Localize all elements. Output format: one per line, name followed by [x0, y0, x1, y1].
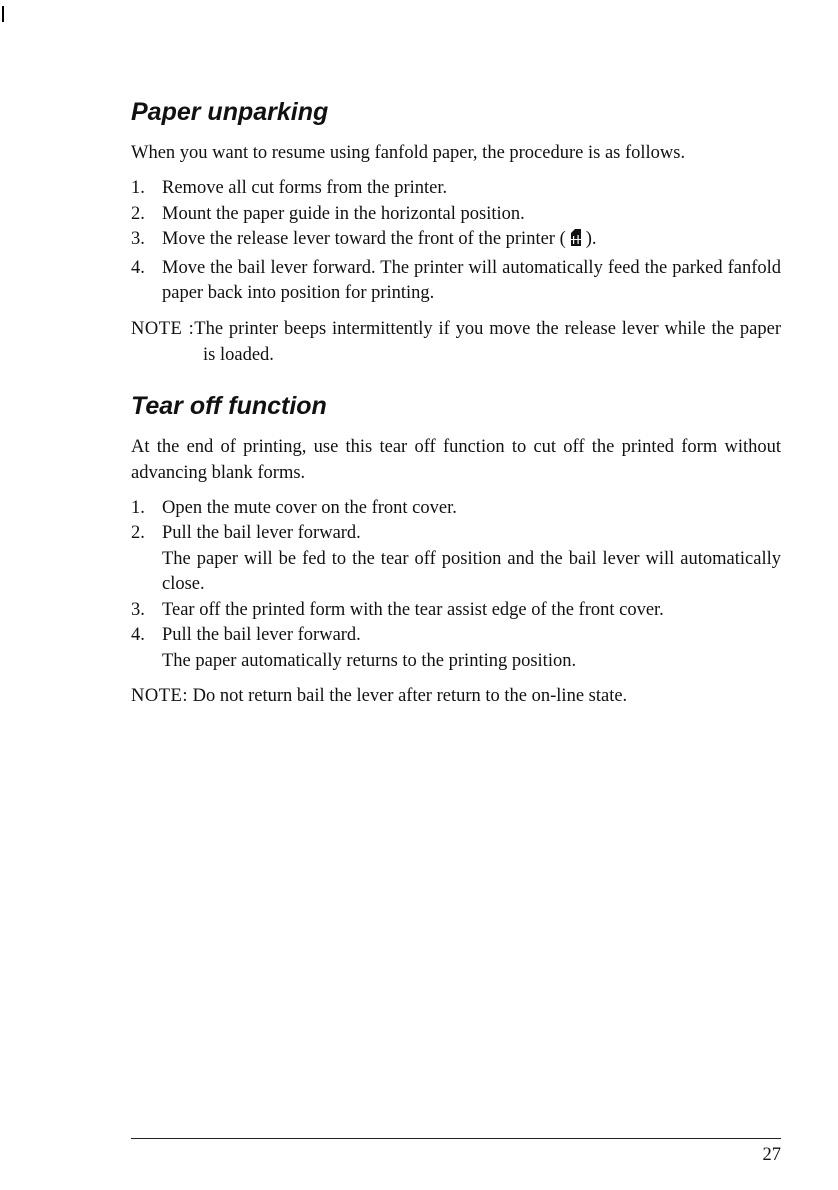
step-text: Move the release lever toward the front of the printer (	[162, 229, 566, 249]
step-text: Pull the bail lever forward.	[162, 625, 361, 645]
note	[131, 316, 781, 368]
step-text: Pull the bail lever forward.	[162, 523, 361, 543]
margin-mark	[2, 6, 4, 22]
section-intro: When you want to resume using fanfold paper, the procedure is as follows.	[131, 143, 686, 163]
section-tear-off-function	[131, 390, 781, 710]
section-paper-unparking	[131, 96, 781, 368]
list-item	[131, 176, 781, 202]
step-text: Mount the paper guide in the horizontal position.	[162, 203, 525, 224]
list-item	[131, 623, 781, 674]
note-label: NOTE:	[131, 686, 188, 706]
footer-rule	[131, 1138, 781, 1139]
note-text: The printer beeps intermittently if you move the release lever while the paper is loaded.	[194, 318, 781, 365]
step-number: 2.	[131, 523, 145, 543]
note-label: NOTE :	[131, 318, 195, 339]
section-heading: Paper unparking	[131, 98, 329, 126]
step-text: Open the mute cover on the front cover.	[162, 497, 457, 518]
step-number: 1.	[131, 497, 145, 518]
step-number: 3.	[131, 229, 145, 249]
section-heading: Tear off function	[131, 391, 327, 420]
step-text: Move the bail lever forward. The printer will automatically feed the parked fanfold paper back into position for printing.	[162, 257, 781, 303]
page-number: 27	[762, 1145, 781, 1165]
section-intro: At the end of printing, use this tear off function to cut off the printed form without advancing blank forms.	[131, 436, 781, 483]
list-item	[131, 202, 781, 228]
steps-list	[131, 176, 781, 307]
step-text: Remove all cut forms from the printer.	[162, 178, 448, 198]
step-text-end: ).	[585, 229, 597, 249]
step-text: Tear off the printed form with the tear assist edge of the front cover.	[162, 599, 664, 620]
list-item	[131, 598, 781, 624]
note-text: Do not return bail the lever after return to the on-line state.	[192, 686, 628, 706]
list-item	[131, 521, 781, 598]
list-item	[131, 496, 781, 522]
step-continuation: The paper automatically returns to the printing position.	[162, 650, 577, 671]
step-number: 3.	[131, 599, 145, 620]
step-continuation: The paper will be fed to the tear off position and the bail lever will automatically close.	[162, 548, 781, 594]
steps-list	[131, 496, 781, 675]
list-item	[131, 227, 781, 256]
list-item	[131, 256, 781, 307]
fanfold-paper-icon	[570, 229, 582, 256]
note	[131, 683, 781, 709]
step-number: 4.	[131, 257, 145, 278]
step-number: 2.	[131, 203, 145, 224]
step-number: 4.	[131, 625, 145, 645]
page-content	[131, 96, 781, 709]
step-number: 1.	[131, 178, 145, 198]
